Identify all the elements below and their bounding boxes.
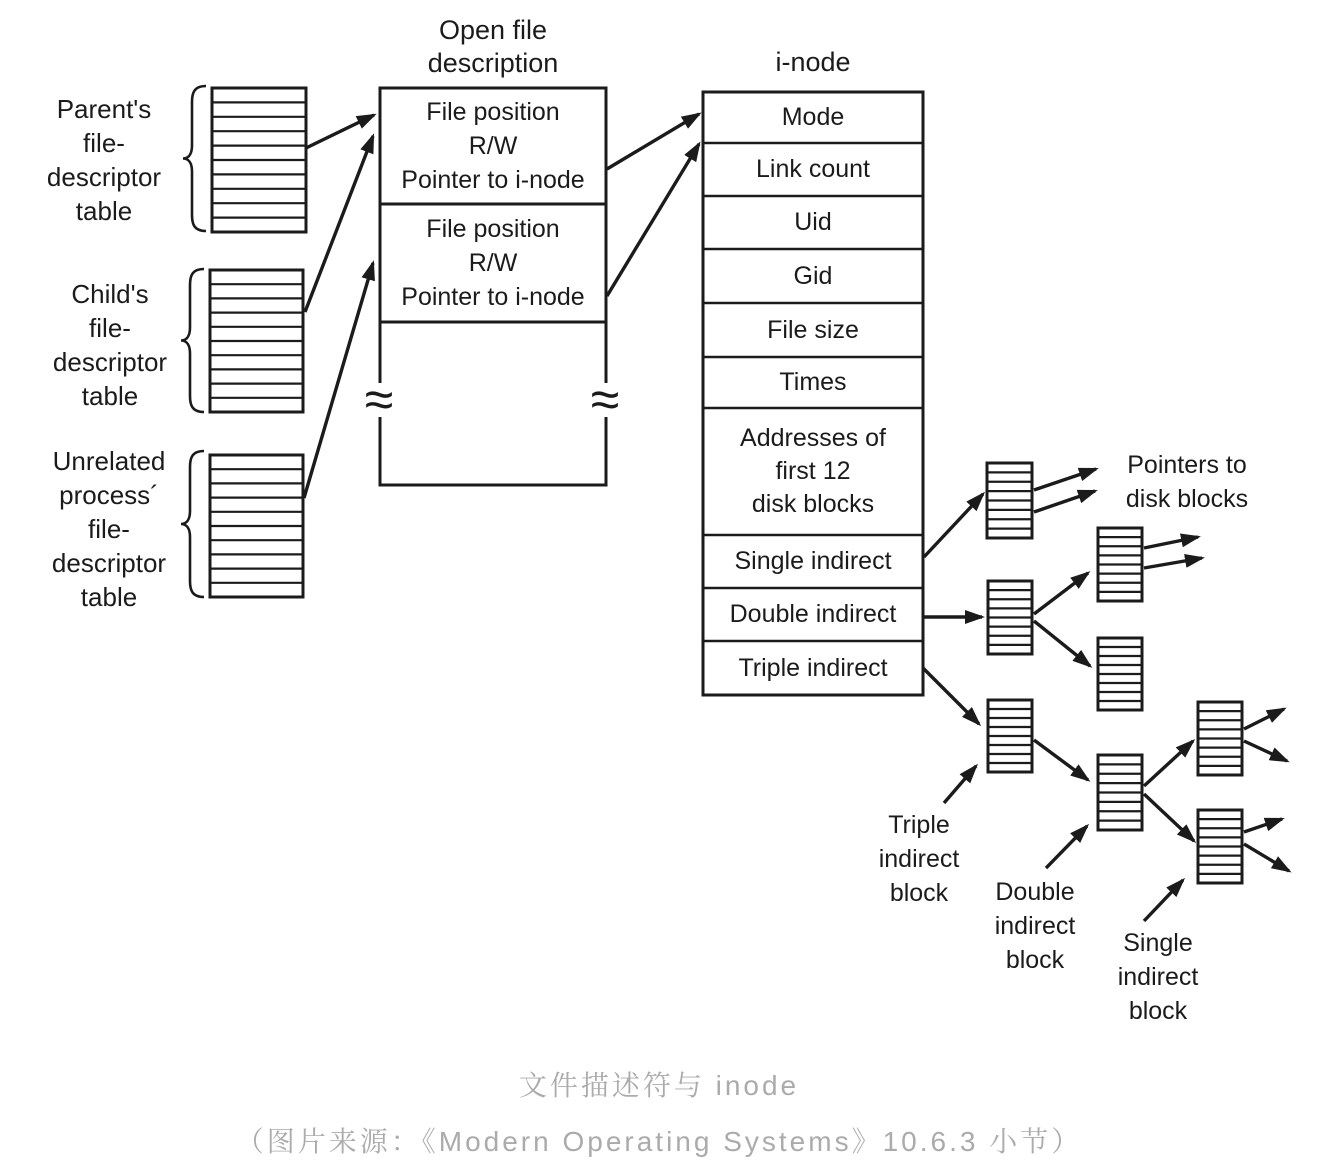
inode-row-file-size: File size — [767, 315, 859, 344]
open-file-description-title: Open file description — [427, 15, 559, 78]
arrow-single-label-pointer — [1144, 880, 1183, 921]
arrow-triple-indirect — [923, 668, 979, 724]
arrow-single-out-1 — [1034, 469, 1096, 490]
box-break-right: ≈ — [583, 383, 627, 417]
arrow-triple-label-pointer — [944, 766, 976, 803]
parent-fd-table-label: Parent's file- descriptor table — [46, 94, 162, 226]
inode-row-mode: Mode — [781, 103, 845, 131]
disk-block-triple-l3a — [1198, 702, 1242, 775]
arrow-single-indirect — [924, 494, 983, 557]
caption-title: 文件描述符与 inode — [518, 1070, 800, 1101]
disk-block-triple-l2 — [1098, 755, 1142, 830]
pointers-to-disk-blocks-label: Pointers to disk blocks — [1125, 451, 1249, 513]
arrow-child-to-entry1 — [305, 136, 373, 312]
arrow-triple-l2-to-l3a — [1144, 741, 1193, 786]
inode-title: i-node — [775, 47, 851, 77]
arrow-parent-to-entry1 — [306, 115, 374, 148]
disk-block-double-l2a — [1098, 528, 1142, 601]
inode-row-times: Times — [779, 368, 847, 396]
inode-row-gid: Gid — [793, 261, 833, 290]
arrow-triple-l3a-out-2 — [1244, 741, 1287, 761]
disk-block-single-target — [987, 463, 1032, 538]
inode-row-double-indirect: Double indirect — [729, 600, 897, 628]
caption-source: （图片来源：《Modern Operating Systems》10.6.3 小节） — [235, 1126, 1083, 1157]
box-break-left: ≈ — [357, 383, 401, 417]
arrow-entry1-to-inode — [607, 114, 699, 169]
fd-table-child-block — [210, 270, 303, 412]
child-fd-table-label: Child's file- descriptor table — [52, 279, 168, 411]
inode-row-triple-indirect: Triple indirect — [738, 653, 888, 682]
triple-indirect-block-label: Triple indirect block — [878, 811, 960, 907]
inode-row-single-indirect: Single indirect — [734, 547, 892, 575]
arrow-single-out-2 — [1034, 491, 1095, 512]
arrow-double-l1-to-l2a — [1034, 573, 1088, 614]
parent-table-brace — [183, 86, 206, 231]
arrow-triple-l3a-out-1 — [1244, 709, 1284, 729]
inode-row-addresses: Addresses of first 12 disk blocks — [740, 424, 886, 518]
double-indirect-block-label: Double indirect block — [994, 878, 1076, 974]
disk-block-triple-l3b — [1198, 810, 1242, 883]
inode-row-link-count: Link count — [756, 155, 870, 183]
arrow-double-label-pointer — [1046, 826, 1087, 868]
unrelated-fd-table-label: Unrelated process´ file- descriptor table — [51, 446, 167, 612]
disk-block-triple-l1 — [988, 700, 1032, 772]
disk-block-double-l2b — [1098, 638, 1142, 710]
open-file-entry-2: File position R/W Pointer to i-node — [401, 215, 585, 311]
arrow-triple-l1-to-l2 — [1034, 740, 1088, 780]
fd-table-unrelated-block — [210, 455, 303, 597]
arrow-triple-l3b-out-1 — [1244, 819, 1282, 832]
single-indirect-block-label: Single indirect block — [1117, 929, 1199, 1025]
open-file-entry-1: File position R/W Pointer to i-node — [401, 98, 585, 194]
arrow-unrelated-to-entry2 — [304, 263, 373, 498]
arrow-triple-l2-to-l3b — [1144, 794, 1194, 841]
fd-table-parent-block — [212, 88, 306, 232]
arrow-double-l2a-out-2 — [1144, 558, 1202, 568]
disk-block-double-l1 — [988, 581, 1032, 654]
arrow-entry2-to-inode — [607, 144, 699, 296]
arrow-triple-l3b-out-2 — [1244, 844, 1289, 871]
arrow-double-l1-to-l2b — [1034, 621, 1090, 666]
inode-row-uid: Uid — [794, 208, 832, 236]
arrow-double-l2a-out-1 — [1144, 537, 1198, 548]
